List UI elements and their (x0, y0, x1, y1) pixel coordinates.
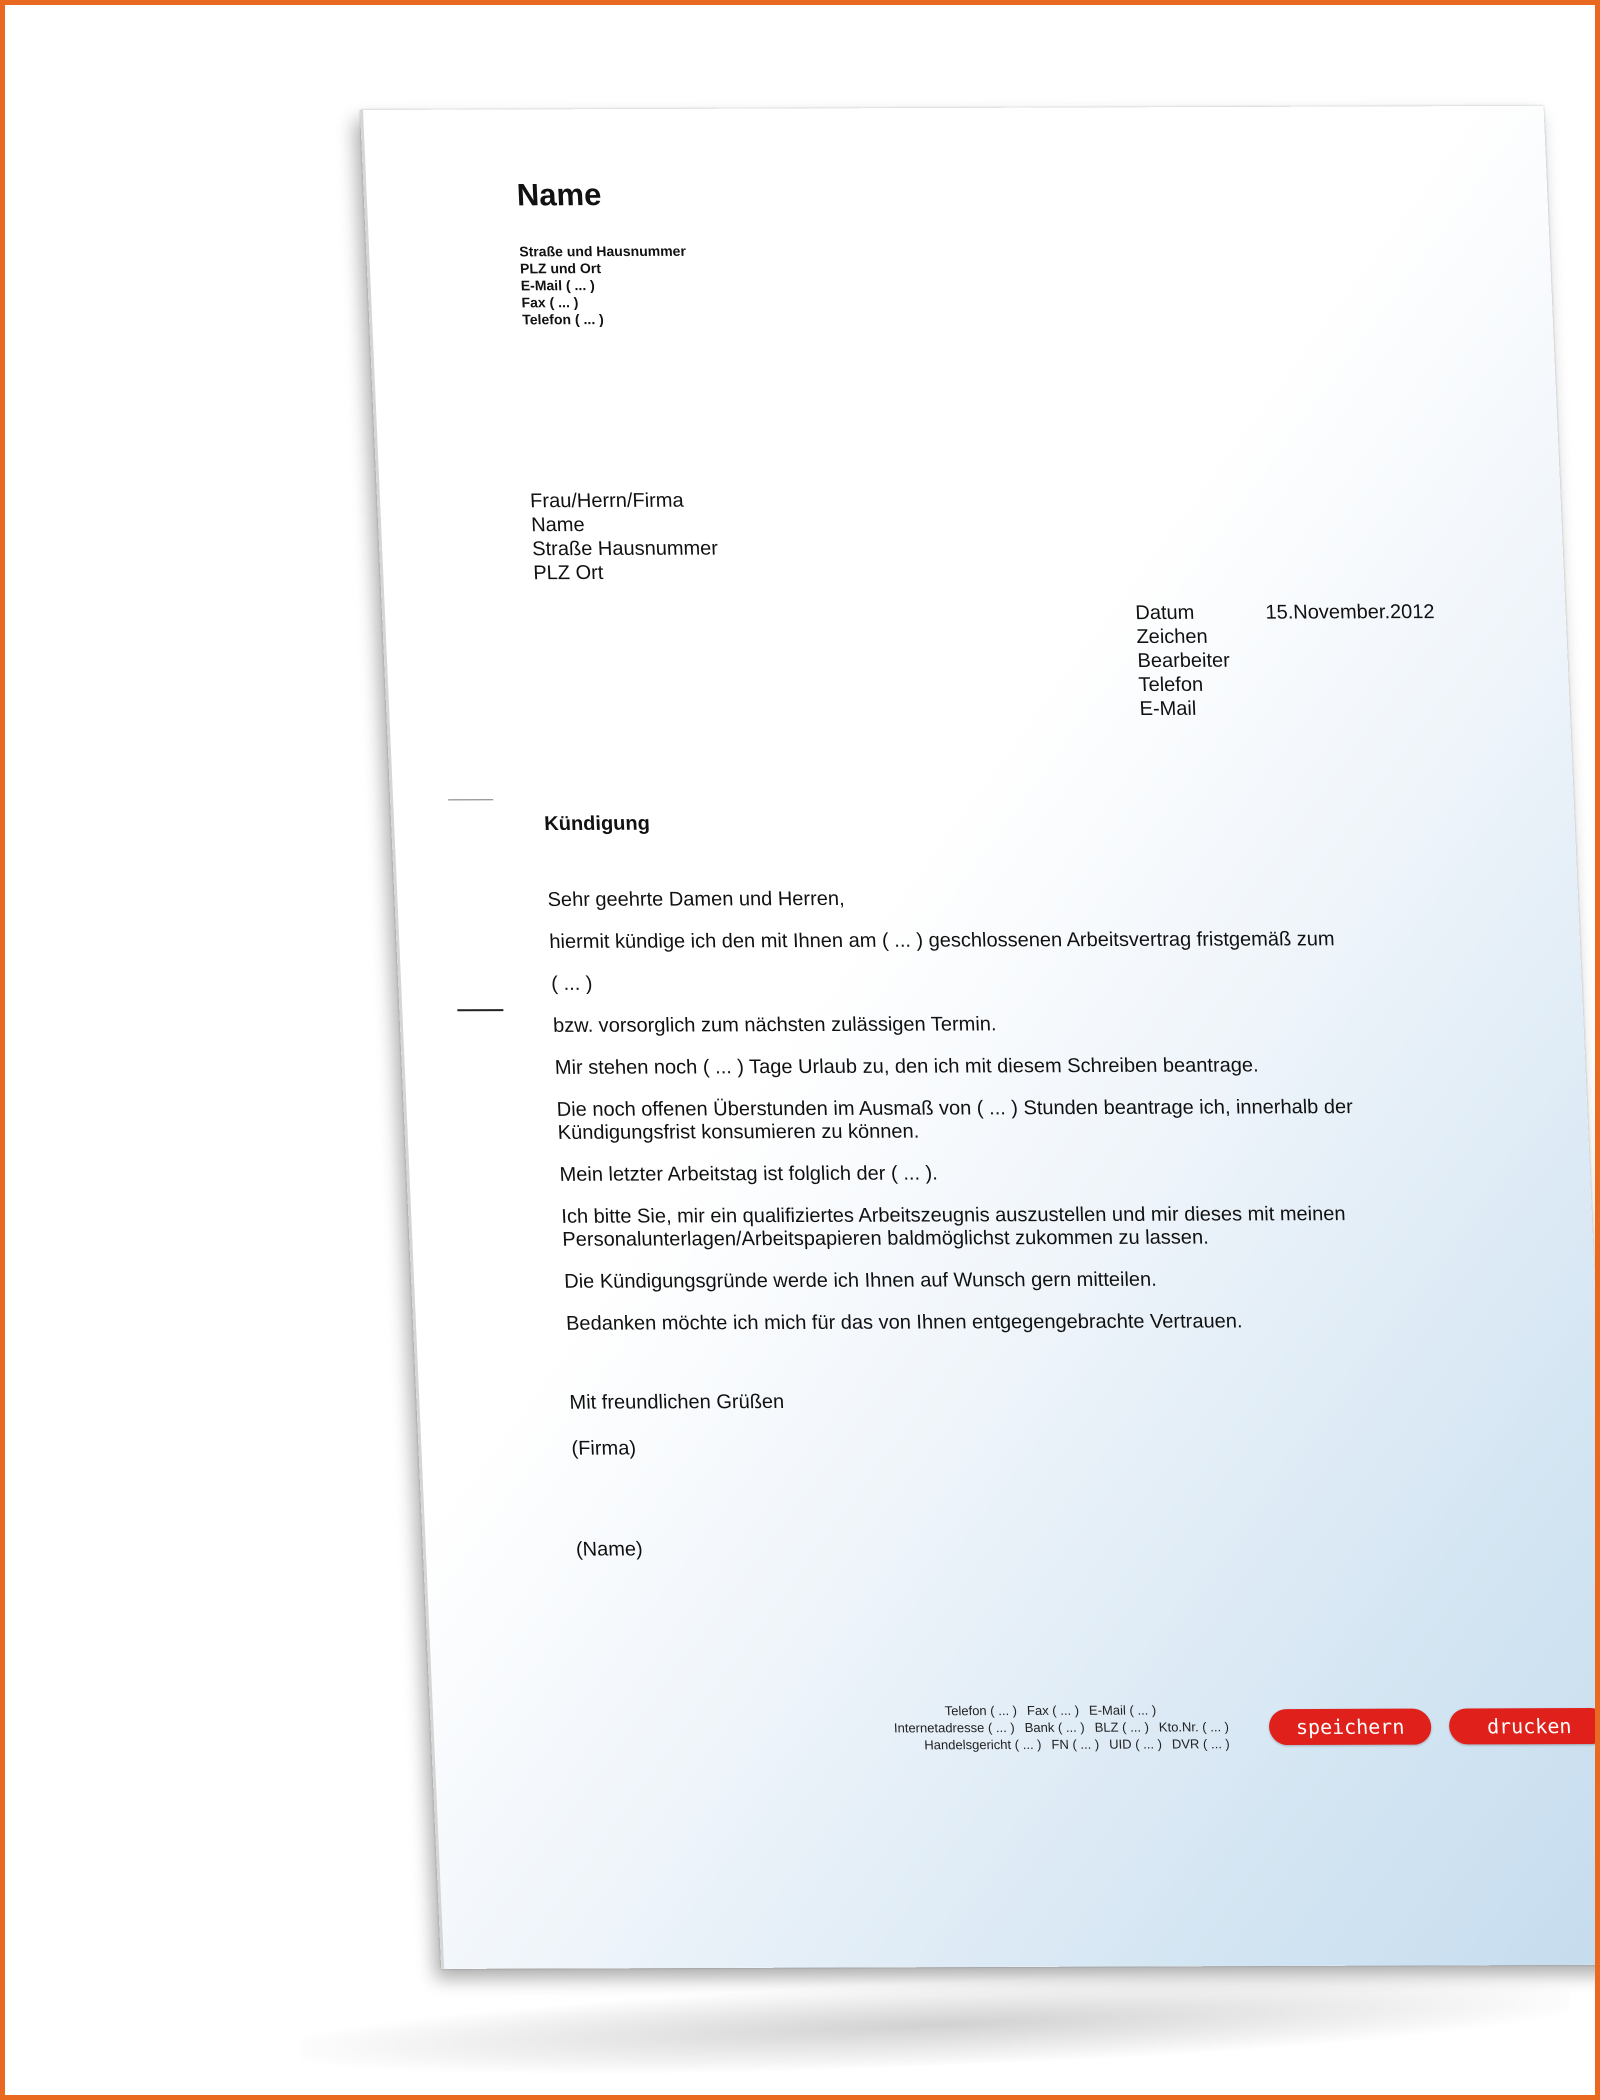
page-shadow (299, 1961, 1571, 2090)
footer-fn: FN ( ... ) (1051, 1736, 1100, 1752)
recipient-address (530, 489, 720, 586)
paragraph: Die noch offenen Überstunden im Ausmaß von ( ... ) Stunden beantrage ich, innerhalb der Kündigungsfrist konsumieren zu können. (556, 1096, 1354, 1144)
letter-page (360, 106, 1600, 1969)
footer-court: Handelsgericht ( ... ) (924, 1736, 1042, 1753)
footer-row (894, 1718, 1230, 1736)
footer-web: Internetadresse ( ... ) (893, 1720, 1015, 1736)
paragraph: bzw. vorsorglich zum nächsten zulässigen Termin. (552, 1013, 997, 1037)
footer-account: Kto.Nr. ( ... ) (1158, 1719, 1230, 1735)
recipient-city: PLZ Ort (532, 561, 604, 585)
info-row-date (1135, 600, 1435, 625)
email-label: E-Mail (1139, 697, 1197, 721)
sender-phone: Telefon ( ... ) (521, 311, 605, 328)
punch-mark (457, 1009, 503, 1011)
clerk-label: Bearbeiter (1137, 649, 1231, 673)
sign-label: Zeichen (1135, 625, 1209, 649)
closing-company: (Firma) (571, 1437, 637, 1460)
info-row-email (1139, 696, 1439, 721)
paragraph: hiermit kündige ich den mit Ihnen am ( ... ) geschlossenen Arbeitsvertrag fristgemäß zum (548, 928, 1336, 953)
sender-city: PLZ und Ort (519, 260, 602, 277)
info-block (1135, 600, 1439, 721)
date-label: Datum (1134, 601, 1195, 625)
sender-address (519, 243, 689, 329)
sender-email: E-Mail ( ... ) (520, 277, 596, 294)
recipient-name: Name (530, 514, 586, 537)
footer-email: E-Mail ( ... ) (1088, 1702, 1157, 1718)
paragraph: Mir stehen noch ( ... ) Tage Urlaub zu, den ich mit diesem Schreiben beantrage. (554, 1054, 1260, 1079)
sender-street: Straße und Hausnummer (518, 242, 687, 260)
save-button[interactable]: speichern (1268, 1709, 1432, 1746)
footer-phone: Telefon ( ... ) (944, 1703, 1018, 1719)
recipient-street: Straße Hausnummer (531, 537, 719, 561)
paragraph: Mein letzter Arbeitstag ist folglich der ( ... ). (559, 1162, 939, 1186)
footer-blz: BLZ ( ... ) (1094, 1719, 1150, 1735)
subject-line: Kündigung (543, 812, 651, 836)
footer-uid: UID ( ... ) (1108, 1736, 1163, 1752)
footer-dvr: DVR ( ... ) (1171, 1736, 1231, 1752)
footer-fax: Fax ( ... ) (1026, 1702, 1080, 1718)
signature-name: (Name) (575, 1538, 644, 1561)
recipient-salutation: Frau/Herrn/Firma (529, 489, 685, 513)
paragraph: Die Kündigungsgründe werde ich Ihnen auf Wunsch gern mitteilen. (563, 1268, 1158, 1293)
date-value: 15.November.2012 (1264, 601, 1436, 624)
paragraph: Ich bitte Sie, mir ein qualifiziertes Arbeitszeugnis auszustellen und mir dieses mit meinen Personalunterlagen/Arbeitspapieren baldmöglichst zukommen zu lassen. (560, 1203, 1346, 1251)
footer-row (893, 1701, 1229, 1719)
info-row-phone (1138, 672, 1438, 697)
info-row-sign (1136, 624, 1436, 649)
sender-name: Name (516, 177, 603, 213)
info-row-clerk (1137, 648, 1437, 673)
phone-label: Telefon (1138, 673, 1204, 697)
closing-greeting: Mit freundlichen Grüßen (569, 1390, 785, 1414)
paragraph: ( ... ) (550, 972, 593, 995)
letter-body (547, 886, 1388, 1355)
print-button[interactable]: drucken (1448, 1708, 1600, 1745)
closing-block (569, 1391, 788, 1484)
footer-row (894, 1735, 1230, 1753)
footer-bank: Bank ( ... ) (1024, 1719, 1085, 1735)
salutation: Sehr geehrte Damen und Herren, (547, 887, 846, 911)
footer-details (893, 1701, 1230, 1753)
paragraph: Bedanken möchte ich mich für das von Ihnen entgegengebrachte Vertrauen. (565, 1310, 1243, 1335)
sender-fax: Fax ( ... ) (521, 294, 579, 311)
fold-mark (448, 799, 493, 800)
